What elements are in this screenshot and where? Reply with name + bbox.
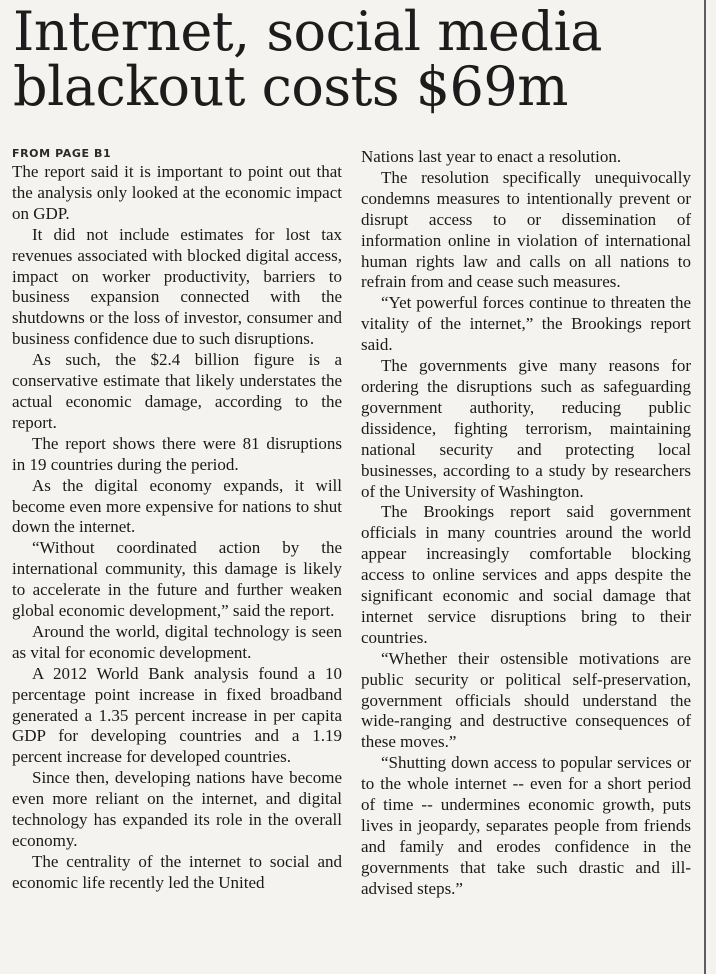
headline-line-2: blackout costs $69m	[13, 55, 568, 118]
headline	[13, 0, 703, 118]
paragraph: Since then, developing nations have become even more reliant on the internet, and digital technology has expanded its role in the overall economy.	[12, 768, 342, 850]
paragraph: The centrality of the internet to social and economic life recently led the United	[12, 851, 342, 892]
paragraph: The Brookings report said government officials in many countries around the world appear increasingly comfortable blocking access to online services and apps despite the significant economic and social damage that internet service disruptions bring to their countries.	[361, 502, 691, 647]
paragraph: It did not include estimates for lost tax revenues associated with blocked digital access, impact on worker productivity, barriers to business expansion connected with the shutdowns or the loss of investor, consumer and business confidence due to such disruptions.	[12, 224, 342, 349]
paragraph: “Yet powerful forces continue to threaten the vitality of the internet,” the Brookings report said.	[361, 293, 691, 355]
paragraph: The governments give many reasons for ordering the disruptions such as safeguarding government authority, reducing public dissidence, fighting terrorism, maintaining national security and protecting local businesses, according to a study by researchers of the University of Washington.	[361, 356, 691, 501]
paragraph: Nations last year to enact a resolution.	[361, 147, 622, 166]
paragraph: “Whether their ostensible motivations are public security or political self-preservation, government officials should understand the wide-ranging and destructive consequences of these moves.”	[361, 648, 691, 752]
paragraph: The report shows there were 81 disruptions in 19 countries during the period.	[12, 433, 342, 474]
paragraph: “Shutting down access to popular services or to the whole internet -- even for a short period of time -- undermines economic growth, puts lives in jeopardy, separates people from friends and family and erodes confidence in the governments that take such drastic and ill-advised steps.”	[361, 753, 691, 898]
paragraph: As such, the $2.4 billion figure is a conservative estimate that likely understates the actual economic damage, according to the report.	[12, 350, 342, 432]
right-column	[361, 147, 691, 900]
column-rule	[704, 0, 706, 974]
paragraph: A 2012 World Bank analysis found a 10 percentage point increase in fixed broadband generated a 1.35 percent increase in per capita GDP for developing countries and a 1.19 percent increase for developed countries.	[12, 663, 342, 767]
dateline: FROM PAGE B1	[12, 147, 112, 160]
paragraph: The resolution specifically unequivocally condemns measures to intentionally prevent or disrupt access to or dissemination of information online in violation of international human rights law and calls on all nations to refrain from and cease such measures.	[361, 167, 691, 292]
paragraph: As the digital economy expands, it will become even more expensive for nations to shut down the internet.	[12, 475, 342, 537]
left-column	[12, 146, 342, 894]
paragraph: “Without coordinated action by the international community, this damage is likely to accelerate in the future and further weaken global economic development,” said the report.	[12, 538, 342, 621]
paragraph: The report said it is important to point out that the analysis only looked at the economic impact on GDP.	[12, 162, 342, 223]
paragraph: Around the world, digital technology is seen as vital for economic development.	[12, 621, 342, 662]
headline-line-1: Internet, social media	[13, 0, 602, 63]
